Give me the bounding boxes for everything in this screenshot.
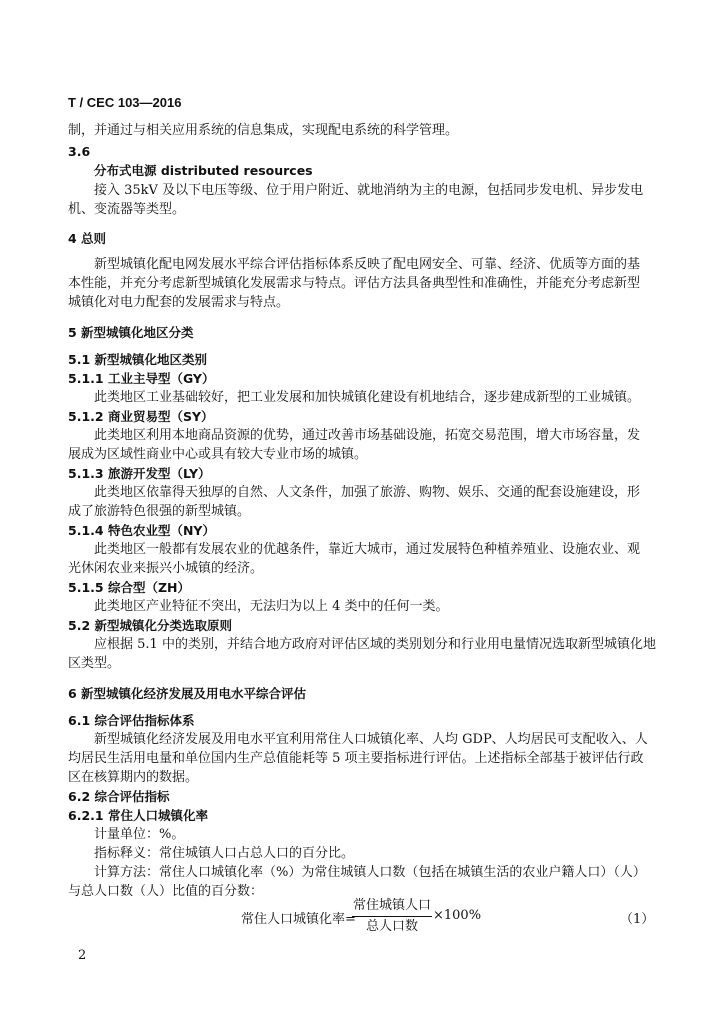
formula-rhs: ×100% [433,908,482,923]
section-heading: 5.2 新型城镇化分类选取原则 [68,618,232,633]
fraction-bar [352,916,432,917]
section-heading: 3.6 [68,144,91,159]
section-heading: 6.1 综合评估指标体系 [68,713,195,728]
section-heading: 5 新型城镇化地区分类 [68,325,194,340]
text-line: 指标释义：常住城镇人口占总人口的百分比。 [94,846,355,861]
text-line: 接入 35kV 及以下电压等级、位于用户附近、就地消纳为主的电源，包括同步发电机、异步发电 [94,183,644,198]
equation-number: （1） [620,912,655,927]
page-number: 2 [78,948,87,963]
text-line: 此类地区利用本地商品资源的优势，通过改善市场基础设施，拓宽交易范围，增大市场容量，发 [94,428,641,443]
text-line: 本性能，并充分考虑新型城镇化发展需求与特点。评估方法具备典型性和准确性，并能充分考虑新型 [68,276,641,291]
formula-fraction [352,898,432,935]
text-line: 与总人口数（人）比值的百分数： [68,884,264,899]
text-line: 计算方法：常住人口城镇化率（%）为常住城镇人口数（包括在城镇生活的农业户籍人口）（人） [94,865,646,880]
text-line: 此类地区依靠得天独厚的自然、人文条件，加强了旅游、购物、娱乐、交通的配套设施建设，形 [94,485,641,500]
text-line: 应根据 5.1 中的类别，并结合地方政府对评估区域的类别划分和行业用电量情况选取新型城镇化地 [94,637,656,652]
section-heading: 分布式电源 distributed resources [94,163,313,178]
document-header: T / CEC 103—2016 [68,95,182,110]
text-line: 计量单位：%。 [94,827,185,842]
section-heading: 6.2.1 常住人口城镇化率 [68,808,208,823]
text-line: 成了旅游特色很强的新型城镇。 [68,504,251,519]
section-heading: 5.1 新型城镇化地区类别 [68,352,207,367]
section-heading: 5.1.3 旅游开发型（LY） [68,466,211,481]
text-line: 制，并通过与相关应用系统的信息集成，实现配电系统的科学管理。 [68,123,459,138]
formula-numerator: 常住城镇人口 [352,898,431,913]
section-heading: 4 总则 [68,231,107,246]
section-heading: 5.1.2 商业贸易型（SY） [68,409,214,424]
text-line: 展成为区域性商业中心或具有较大专业市场的城镇。 [68,447,368,462]
formula-lhs: 常住人口城镇化率= [241,912,356,927]
text-line: 光休闲农业来振兴小城镇的经济。 [68,561,264,576]
text-line: 此类地区产业特征不突出，无法归为以上 4 类中的任何一类。 [94,599,449,614]
formula-1 [0,898,724,938]
text-line: 机、变流器等类型。 [68,202,186,217]
text-line: 区在核算期内的数据。 [68,770,199,785]
formula-denominator: 总人口数 [365,919,418,934]
section-heading: 5.1.1 工业主导型（GY） [68,371,215,386]
section-heading: 6 新型城镇化经济发展及用电水平综合评估 [68,686,307,701]
text-line: 新型城镇化配电网发展水平综合评估指标体系反映了配电网安全、可靠、经济、优质等方面的基 [94,257,641,272]
text-line: 此类地区工业基础较好，把工业发展和加快城镇化建设有机地结合，逐步建成新型的工业城镇。 [94,390,641,405]
text-line: 新型城镇化经济发展及用电水平宜利用常住人口城镇化率、人均 GDP、人均居民可支配收入、人 [94,732,648,747]
section-heading: 5.1.5 综合型（ZH） [68,580,190,595]
section-heading: 5.1.4 特色农业型（NY） [68,523,215,538]
text-line: 此类地区一般都有发展农业的优越条件，靠近大城市，通过发展特色种植养殖业、设施农业、观 [94,542,641,557]
text-line: 均居民生活用电量和单位国内生产总值能耗等 5 项主要指标进行评估。上述指标全部基于被评估行政 [68,751,644,766]
text-line: 区类型。 [68,656,121,671]
section-heading: 6.2 综合评估指标 [68,789,170,804]
text-line: 城镇化对电力配套的发展需求与特点。 [68,295,290,310]
